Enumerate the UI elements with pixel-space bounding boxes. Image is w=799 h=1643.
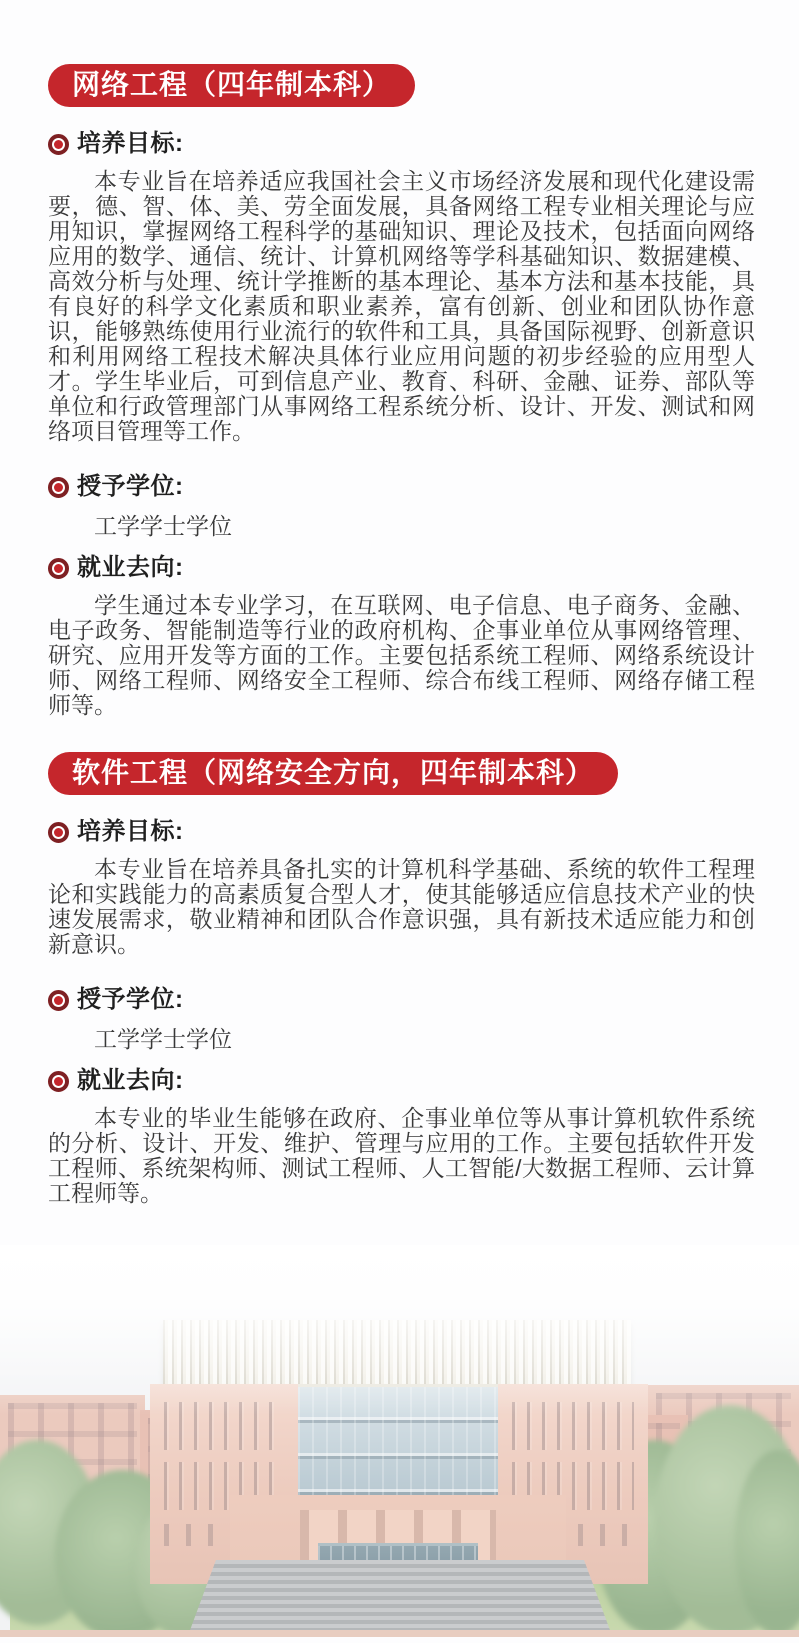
target-bullet-icon [48,477,69,498]
photo-top-fade [0,1245,799,1415]
degree-label: 授予学位: [77,986,184,1013]
target-bullet-icon [48,822,69,843]
objective-paragraph: 本专业旨在培养具备扎实的计算机科学基础、系统的软件工程理论和实践能力的高素质复合型人才，使其能够适应信息技术产业的快速发展需求，敬业精神和团队合作意识强，具有新技术适应能力和创新意识。 [48,856,755,957]
career-heading [48,1068,755,1094]
target-bullet-icon [48,558,69,579]
program-title: 网络工程（四年制本科） [72,69,392,100]
program-title-badge [48,752,618,795]
degree-heading [48,474,755,500]
degree-heading [48,987,755,1013]
objective-heading [48,131,755,157]
career-label: 就业去向: [77,1067,184,1094]
program-title: 软件工程（网络安全方向，四年制本科） [72,757,595,788]
degree-text: 工学学士学位 [94,513,232,539]
degree-text: 工学学士学位 [94,1026,232,1052]
objective-label: 培养目标: [77,818,184,845]
career-label: 就业去向: [77,554,184,581]
ground-strip [0,1630,799,1637]
degree-label: 授予学位: [77,473,184,500]
career-heading [48,555,755,581]
career-paragraph: 本专业的毕业生能够在政府、企事业单位等从事计算机软件系统的分析、设计、开发、维护、管理与应用的工作。主要包括软件开发工程师、系统架构师、测试工程师、人工智能/大数据工程师、云计算工程师等。 [48,1105,755,1206]
objective-heading [48,819,755,845]
program-section-software-engineering [48,718,755,1206]
career-paragraph: 学生通过本专业学习，在互联网、电子信息、电子商务、金融、电子政务、智能制造等行业的政府机构、企事业单位从事网络管理、研究、应用开发等方面的工作。主要包括系统工程师、网络系统设计师、网络工程师、网络安全工程师、综合布线工程师、网络存储工程师等。 [48,592,755,718]
program-title-badge [48,64,415,107]
objective-label: 培养目标: [77,130,184,157]
program-section-network-engineering [48,0,755,718]
target-bullet-icon [48,134,69,155]
target-bullet-icon [48,990,69,1011]
objective-paragraph: 本专业旨在培养适应我国社会主义市场经济发展和现代化建设需要，德、智、体、美、劳全面发展，具备网络工程专业相关理论与应用知识，掌握网络工程科学的基础知识、理论及技术，包括面向网络应用的数学、通信、统计、计算机网络等学科基础知识、数据建模、高效分析与处理、统计学推断的基本理论、基本方法和基本技能，具有良好的科学文化素质和职业素养，富有创新、创业和团队协作意识，能够熟练使用行业流行的软件和工具，具备国际视野、创新意识和利用网络工程技术解决具体行业应用问题的初步经验的应用型人才。学生毕业后，可到信息产业、教育、科研、金融、证券、部队等单位和行政管理部门从事网络工程系统分析、设计、开发、测试和网络项目管理等工作。 [48,168,755,444]
campus-building-photo [0,1245,799,1637]
target-bullet-icon [48,1071,69,1092]
